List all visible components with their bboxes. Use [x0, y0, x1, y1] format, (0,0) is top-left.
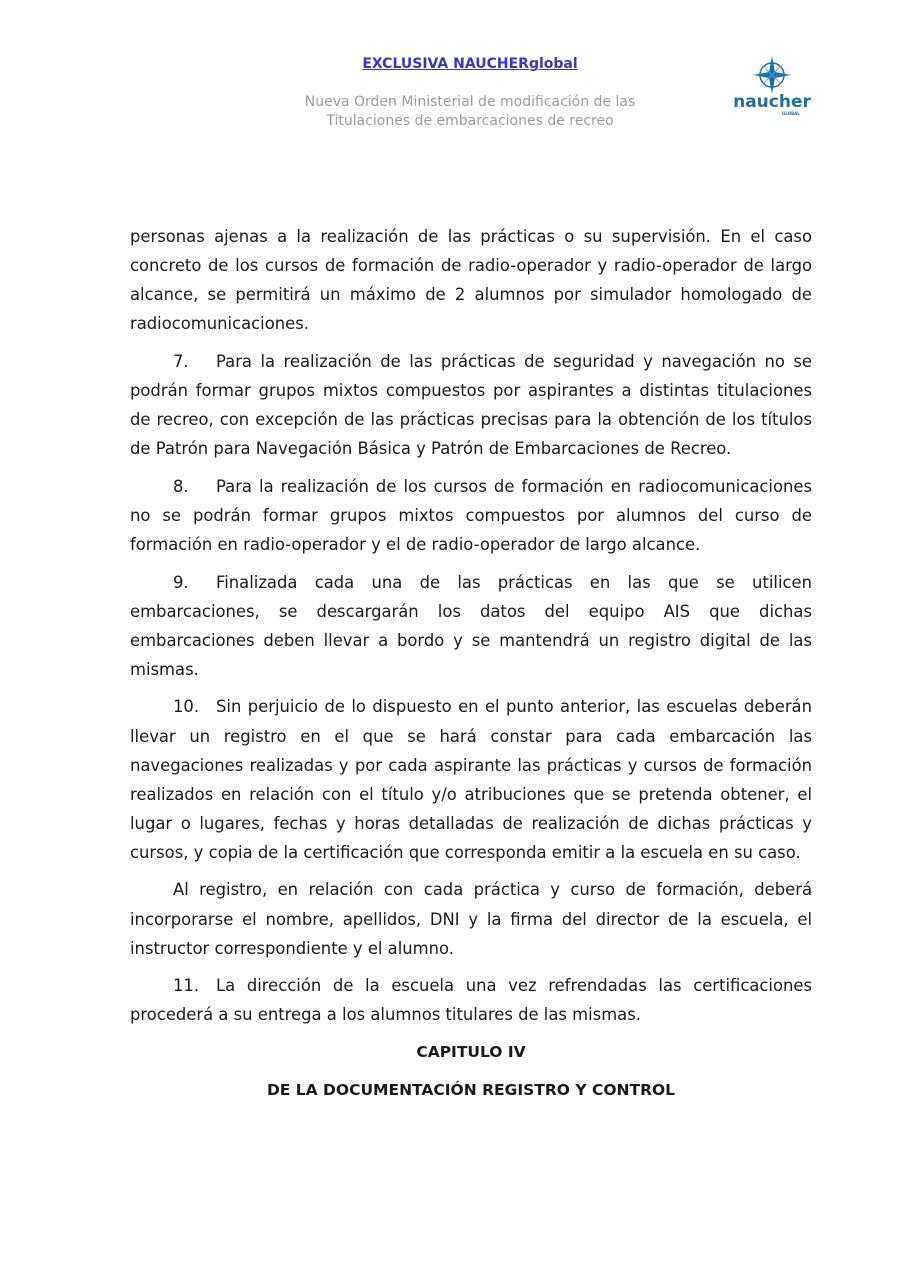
- item-number-7: 7.: [173, 351, 189, 371]
- paragraph-10: [130, 692, 812, 867]
- compass-rose-icon: [752, 55, 792, 95]
- item-number-11: 11.: [173, 976, 200, 996]
- naucher-logo: [732, 55, 812, 121]
- paragraph-11-text: La dirección de la escuela una vez refrendadas las certificaciones procederá a su entrega a los alumnos titulares de las mismas.: [130, 976, 812, 1025]
- subtitle-line-1: Nueva Orden Ministerial de modificación de las: [304, 94, 636, 110]
- paragraph-8: [130, 472, 812, 559]
- paragraph-9: [130, 568, 812, 684]
- logo-wordmark: naucher: [733, 92, 811, 112]
- paragraph-9-text: Finalizada cada una de las prácticas en las que se utilicen embarcaciones, se descargarán los datos del equipo AIS que dichas embarcaciones deben llevar a bordo y se mantendrá un registro digital de las mismas.: [130, 572, 812, 679]
- item-number-9: 9.: [173, 572, 189, 592]
- paragraph-10-text: Sin perjuicio de lo dispuesto en el punto anterior, las escuelas deberán llevar un registro en el que se hará constar para cada embarcación las navegaciones realizadas y por cada aspirante las prácticas y cursos de formación realizados en relación con el título y/o atribuciones que se pretenda obtener, el lugar o lugares, fechas y horas detalladas de realización de dichas prácticas y cursos, y copia de la certificación que corresponda emitir a la escuela en su caso.: [130, 697, 812, 862]
- paragraph-continuation: personas ajenas a la realización de las prácticas o su supervisión. En el caso concreto de los cursos de formación de radio-operador y radio-operador de largo alcance, se permitirá un máximo de 2 alumnos por simulador homologado de radiocomunicaciones.: [130, 227, 812, 334]
- item-number-8: 8.: [173, 476, 189, 496]
- logo-subtext: GLOBAL: [782, 111, 800, 116]
- paragraph-10-continued: Al registro, en relación con cada práctica y curso de formación, deberá incorporarse el nombre, apellidos, DNI y la firma del director de la escuela, el instructor correspondiente y el alumno.: [130, 880, 812, 958]
- exclusive-link[interactable]: EXCLUSIVA NAUCHERglobal: [362, 56, 578, 72]
- paragraph-7: [130, 347, 812, 463]
- subtitle-line-2: Titulaciones de embarcaciones de recreo: [326, 113, 614, 129]
- paragraph-7-text: Para la realización de las prácticas de seguridad y navegación no se podrán formar grupos mixtos compuestos por aspirantes a distintas titulaciones de recreo, con excepción de las prácticas precisas para la obtención de los títulos de Patrón para Navegación Básica y Patrón de Embarcaciones de Recreo.: [130, 351, 812, 459]
- item-number-10: 10.: [173, 697, 200, 717]
- document-body: [130, 222, 812, 1113]
- chapter-title: DE LA DOCUMENTACIÓN REGISTRO Y CONTROL: [266, 1080, 676, 1099]
- paragraph-11: [130, 971, 812, 1029]
- paragraph-8-text: Para la realización de los cursos de formación en radiocomunicaciones no se podrán formar grupos mixtos compuestos por alumnos del curso de formación en radio-operador y el de radio-operador de largo alcance.: [130, 476, 812, 554]
- chapter-heading: CAPITULO IV: [416, 1042, 526, 1061]
